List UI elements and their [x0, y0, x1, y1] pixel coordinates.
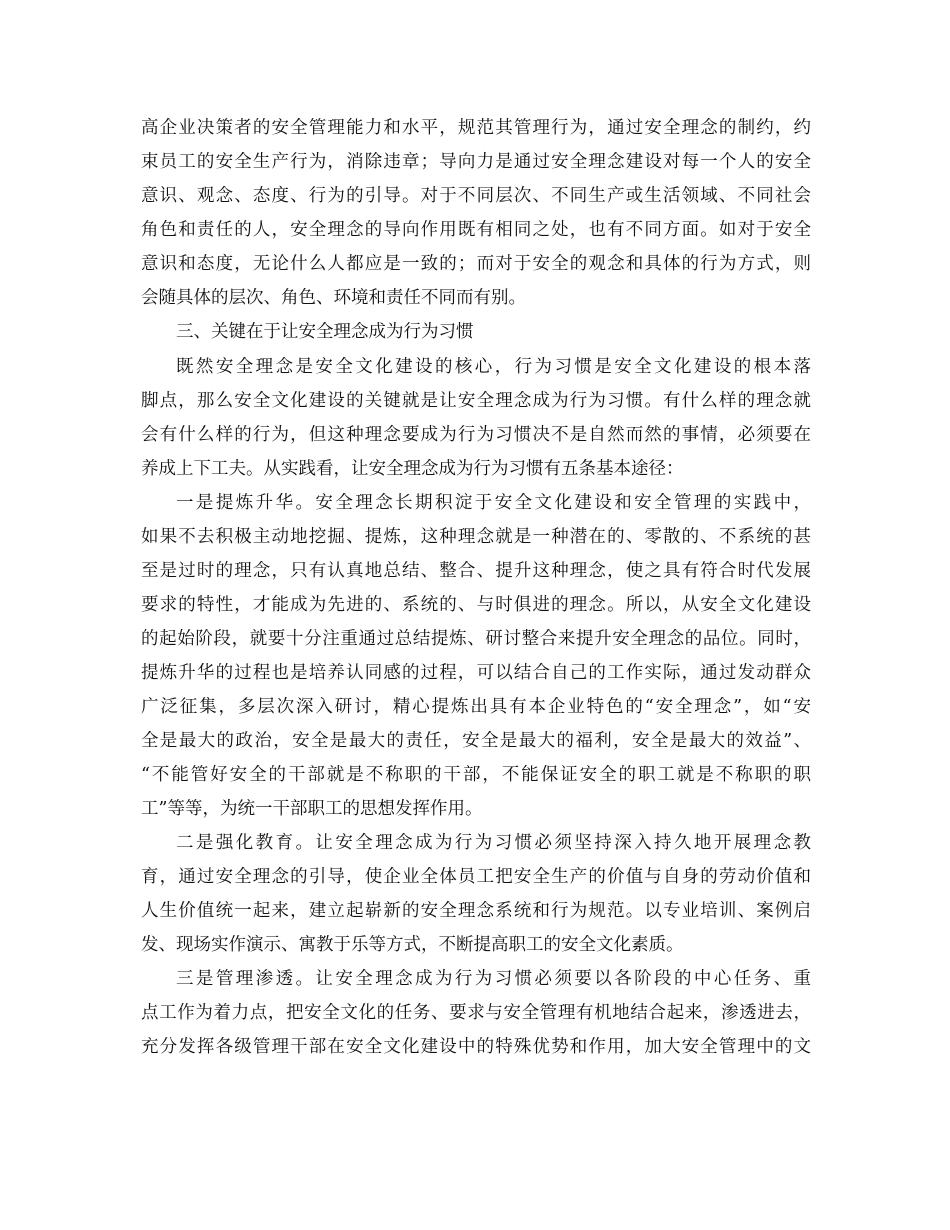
body-text-line: 点工作为着力点，把安全文化的任务、要求与安全管理有机地结合起来，渗透进去， — [141, 1003, 811, 1023]
body-text-line: “不能管好安全的干部就是不称职的干部，不能保证安全的职工就是不称职的职 — [141, 765, 811, 785]
body-text-line: 广泛征集，多层次深入研讨，精心提炼出具有本企业特色的“安全理念”，如“安 — [141, 697, 811, 717]
body-text-line: 发、现场实作演示、寓教于乐等方式，不断提高职工的安全文化素质。 — [141, 935, 684, 955]
body-text-line: 意识和态度，无论什么人都应是一致的；而对于安全的观念和具体的行为方式，则 — [141, 254, 811, 274]
section-heading: 三、关键在于让安全理念成为行为习惯 — [176, 322, 474, 342]
body-text-line: 一是提炼升华。安全理念长期积淀于安全文化建设和安全管理的实践中， — [176, 493, 811, 513]
body-text-line: 工”等等，为统一干部职工的思想发挥作用。 — [141, 799, 483, 819]
body-text-line: 三是管理渗透。让安全理念成为行为习惯必须要以各阶段的中心任务、重 — [176, 969, 811, 989]
body-text-line: 束员工的安全生产行为，消除违章；导向力是通过安全理念建设对每一个人的安全 — [141, 152, 811, 172]
body-text-line: 会有什么样的行为，但这种理念要成为行为习惯决不是自然而然的事情，必须要在 — [141, 425, 811, 445]
body-text-line: 会随具体的层次、角色、环境和责任不同而有别。 — [141, 288, 526, 308]
body-text-line: 全是最大的政治，安全是最大的责任，安全是最大的福利，安全是最大的效益”、 — [141, 731, 811, 751]
body-text-line: 人生价值统一起来，建立起崭新的安全理念系统和行为规范。以专业培训、案例启 — [141, 901, 811, 921]
body-text-line: 高企业决策者的安全管理能力和水平，规范其管理行为，通过安全理念的制约，约 — [141, 118, 811, 138]
body-text-line: 角色和责任的人，安全理念的导向作用既有相同之处，也有不同方面。如对于安全 — [141, 220, 811, 240]
body-text-line: 养成上下工夫。从实践看，让安全理念成为行为习惯有五条基本途径： — [141, 459, 684, 479]
body-text-line: 提炼升华的过程也是培养认同感的过程，可以结合自己的工作实际，通过发动群众 — [141, 663, 811, 683]
body-text-line: 的起始阶段，就要十分注重通过总结提炼、研讨整合来提升安全理念的品位。同时， — [141, 629, 811, 649]
body-text-line: 如果不去积极主动地挖掘、提炼，这种理念就是一种潜在的、零散的、不系统的甚 — [141, 527, 811, 547]
body-text-line: 二是强化教育。让安全理念成为行为习惯必须坚持深入持久地开展理念教 — [176, 833, 811, 853]
body-text-line: 要求的特性，才能成为先进的、系统的、与时俱进的理念。所以，从安全文化建设 — [141, 595, 811, 615]
body-text-line: 脚点，那么安全文化建设的关键就是让安全理念成为行为习惯。有什么样的理念就 — [141, 391, 811, 411]
body-text-line: 育，通过安全理念的引导，使企业全体员工把安全生产的价值与自身的劳动价值和 — [141, 867, 811, 887]
body-text-line: 充分发挥各级管理干部在安全文化建设中的特殊优势和作用，加大安全管理中的文 — [141, 1037, 811, 1057]
body-text-line: 意识、观念、态度、行为的引导。对于不同层次、不同生产或生活领域、不同社会 — [141, 186, 811, 206]
body-text-line: 至是过时的理念，只有认真地总结、整合、提升这种理念，使之具有符合时代发展 — [141, 561, 811, 581]
body-text-line: 既然安全理念是安全文化建设的核心，行为习惯是安全文化建设的根本落 — [176, 357, 811, 377]
